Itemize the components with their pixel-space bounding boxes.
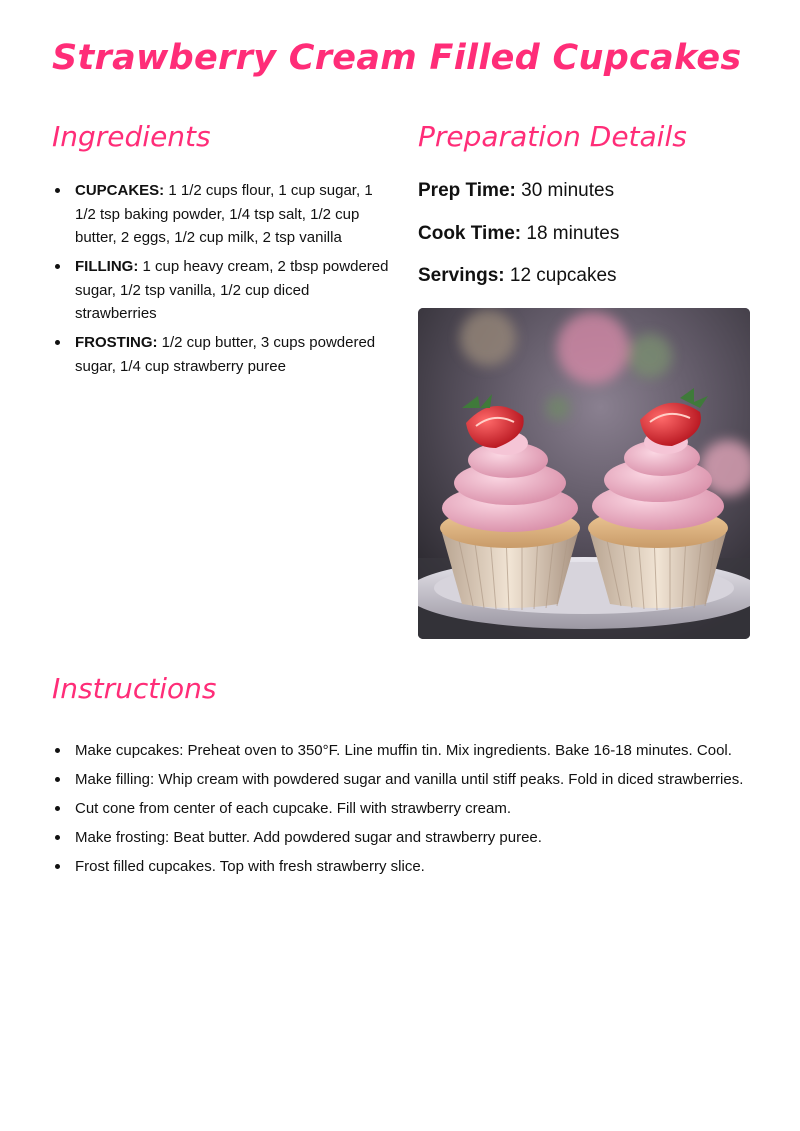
cook-time-value: 18 minutes bbox=[521, 222, 620, 244]
ingredients-section bbox=[52, 120, 392, 384]
preparation-heading: Preparation Details bbox=[418, 120, 687, 153]
cook-time-label: Cook Time: bbox=[418, 222, 522, 244]
page-title: Strawberry Cream Filled Cupcakes bbox=[52, 38, 742, 78]
ingredients-list bbox=[52, 179, 392, 378]
list-item bbox=[52, 255, 392, 326]
cook-time bbox=[418, 222, 750, 246]
list-item: Frost filled cupcakes. Top with fresh strawberry slice. bbox=[52, 855, 752, 879]
instructions-heading: Instructions bbox=[52, 672, 217, 705]
ingredient-text: 1 1/2 cups flour, 1 cup sugar, 1 1/2 tsp baking powder, 1/4 tsp salt, 1/2 cup butter, 2 eggs, 1/2 cup milk, 2 tsp vanilla bbox=[75, 182, 373, 246]
prep-time-label: Prep Time: bbox=[418, 180, 516, 201]
ingredient-text: 1 cup heavy cream, 2 tbsp powdered sugar, 1/2 tsp vanilla, 1/2 cup diced strawberries bbox=[75, 258, 389, 322]
servings-value: 12 cupcakes bbox=[504, 265, 617, 286]
servings-label: Servings: bbox=[418, 265, 505, 286]
preparation-section bbox=[418, 120, 750, 639]
list-item: Make filling: Whip cream with powdered sugar and vanilla until stiff peaks. Fold in diced strawberries. bbox=[52, 768, 752, 792]
cupcake-photo bbox=[418, 308, 750, 639]
instructions-section bbox=[52, 672, 752, 884]
list-item bbox=[52, 179, 392, 250]
instructions-list bbox=[52, 739, 752, 879]
ingredient-text: 1/2 cup butter, 3 cups powdered sugar, 1/4 cup strawberry puree bbox=[75, 334, 376, 375]
ingredient-label: FILLING: bbox=[75, 258, 139, 275]
servings bbox=[418, 264, 750, 288]
list-item: Make cupcakes: Preheat oven to 350°F. Line muffin tin. Mix ingredients. Bake 16-18 minutes. Cool. bbox=[52, 739, 752, 763]
ingredients-heading: Ingredients bbox=[52, 120, 211, 153]
list-item: Cut cone from center of each cupcake. Fill with strawberry cream. bbox=[52, 797, 752, 821]
list-item bbox=[52, 331, 392, 378]
ingredient-label: FROSTING: bbox=[75, 334, 158, 351]
ingredient-label: CUPCAKES: bbox=[75, 182, 165, 199]
prep-time-value: 30 minutes bbox=[515, 180, 615, 201]
prep-time bbox=[418, 179, 750, 203]
list-item: Make frosting: Beat butter. Add powdered sugar and strawberry puree. bbox=[52, 826, 752, 850]
